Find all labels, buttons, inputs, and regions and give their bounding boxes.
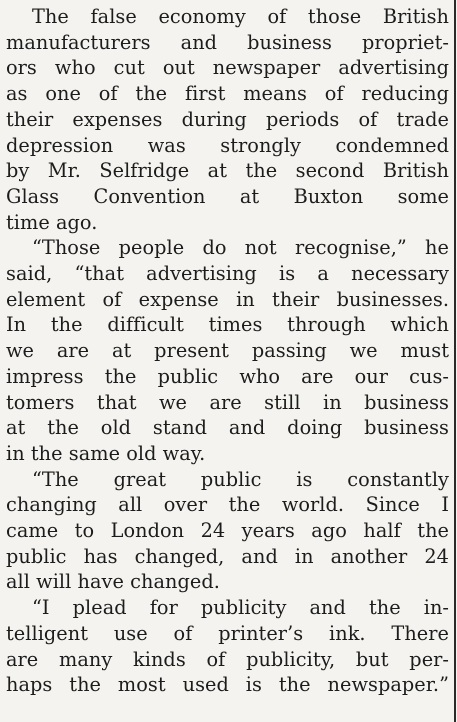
text-line: manufacturers and business propriet- <box>6 30 449 54</box>
text-line: depression was strongly condemned <box>6 133 449 157</box>
text-line: all will have changed. <box>6 570 220 594</box>
text-line: impress the public who are our cus- <box>6 364 449 388</box>
text-line: “I plead for publicity and the in- <box>32 596 449 620</box>
text-line: said, “that advertising is a necessary <box>6 262 449 286</box>
text-line: tomers that we are still in business <box>6 390 449 414</box>
text-line: changing all over the world. Since I <box>6 493 449 517</box>
text-line: public has changed, and in another 24 <box>6 544 449 568</box>
text-line: “Those people do not recognise,” he <box>32 236 449 260</box>
paragraph-4 <box>6 595 449 698</box>
paragraph-3 <box>6 467 449 596</box>
text-line: we are at present passing we must <box>6 339 449 363</box>
text-line: The false economy of those British <box>32 5 449 28</box>
paragraph-2 <box>6 235 449 466</box>
text-line: their expenses during periods of trade <box>6 107 449 131</box>
text-line: came to London 24 years ago half the <box>6 519 449 543</box>
text-line: as one of the first means of reducing <box>6 82 449 106</box>
text-line: In the difficult times through which <box>6 313 449 337</box>
text-line: “The great public is constantly <box>32 467 449 491</box>
text-line: element of expense in their businesses. <box>6 287 449 311</box>
paragraph-1 <box>6 4 449 235</box>
text-line: Glass Convention at Buxton some <box>6 184 449 208</box>
text-line: in the same old way. <box>6 441 206 465</box>
text-line: time ago. <box>6 210 98 234</box>
text-line: haps the most used is the newspaper.” <box>6 673 449 697</box>
text-line: telligent use of printer’s ink. There <box>6 621 449 645</box>
text-line: at the old stand and doing business <box>6 416 449 440</box>
text-line: by Mr. Selfridge at the second British <box>6 159 449 183</box>
column-rule <box>454 0 456 722</box>
text-line: are many kinds of publicity, but per- <box>6 647 449 671</box>
text-line: ors who cut out newspaper advertising <box>6 56 449 80</box>
